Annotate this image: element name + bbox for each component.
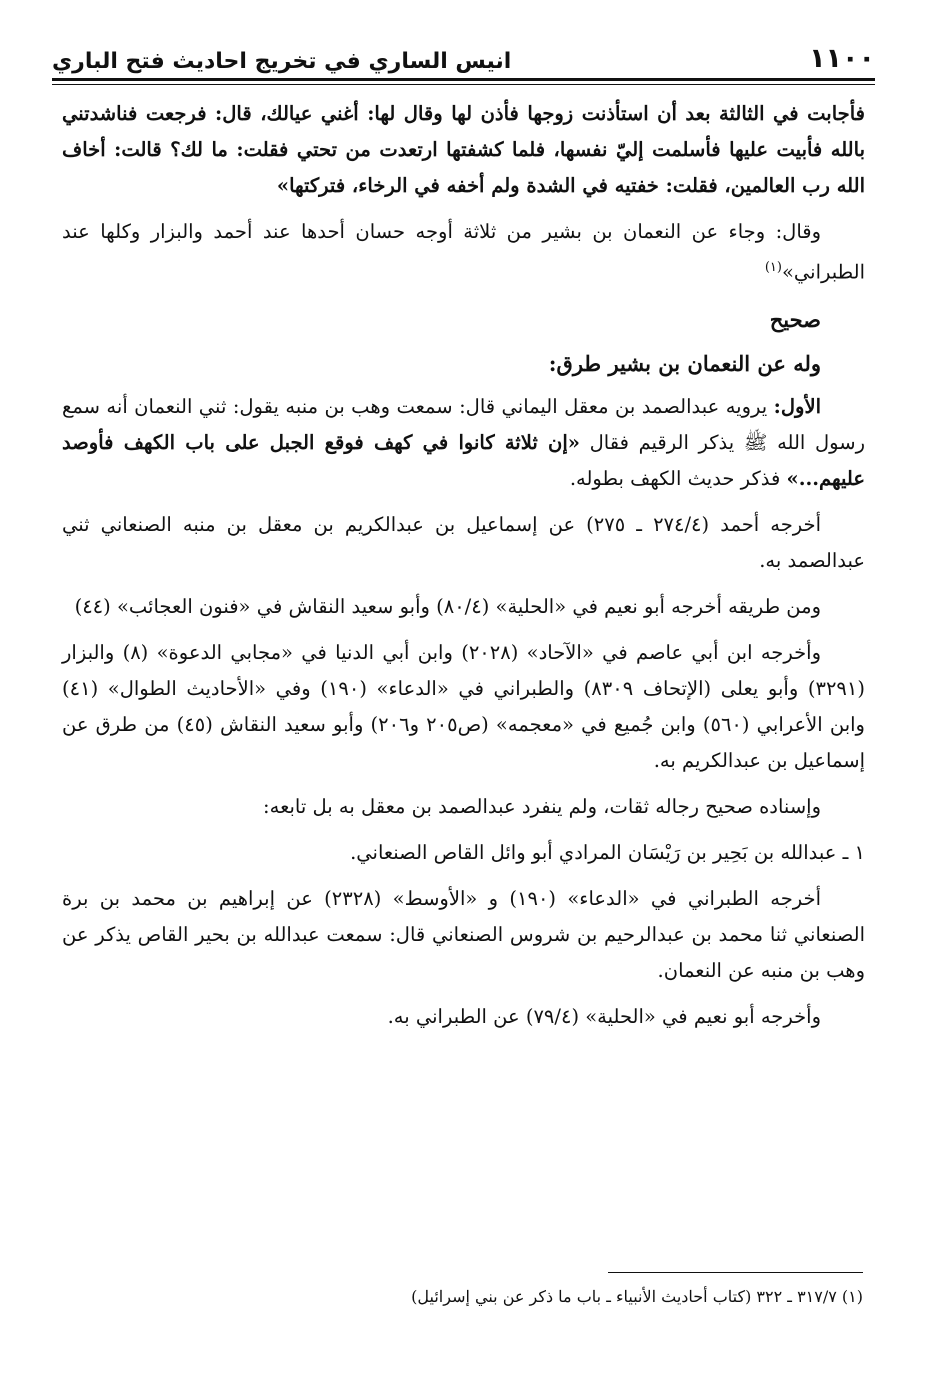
- page-header: [52, 34, 875, 74]
- paragraph-9: أخرجه الطبراني في «الدعاء» (١٩٠) و «الأوسط» (٢٣٢٨) عن إبراهيم بن محمد بن برة الصنعاني ثنا محمد بن عبدالرحيم بن شروس الصنعاني قال: سمعت عبدالله بن بحير القاص يذكر عن وهب بن منبه عن النعمان.: [62, 886, 865, 982]
- header-rule-thin: [52, 84, 875, 85]
- footnote-rule: [608, 1272, 863, 1273]
- heading-sahih: صحيح: [769, 306, 821, 332]
- paragraph-3-quote: «إن ثلاثة كانوا في كهف فوقع الجبل على باب الكهف فأوصد عليهم...»: [62, 430, 865, 490]
- footnote-reference: (١): [764, 260, 782, 275]
- paragraph-7: وإسناده صحيح رجاله ثقات، ولم ينفرد عبدالصمد بن معقل به بل تابعه:: [263, 794, 821, 818]
- paragraph-2: [62, 214, 865, 291]
- heading-turuq: وله عن النعمان بن بشير طرق:: [548, 350, 821, 376]
- header-rule-thick: [52, 78, 875, 81]
- paragraph-3-end: فذكر حديث الكهف بطوله.: [569, 466, 781, 490]
- paragraph-8: ١ ـ عبدالله بن بَحِير بن رَيْسَان المرادي أبو وائل القاص الصنعاني.: [350, 840, 865, 864]
- paragraph-5: ومن طريقه أخرجه أبو نعيم في «الحلية» (٨٠/٤) وأبو سعيد النقاش في «فنون العجائب» (٤٤): [74, 594, 821, 618]
- paragraph-3-label: الأول:: [773, 394, 821, 418]
- page-body: [62, 96, 865, 1045]
- paragraph-10: وأخرجه أبو نعيم في «الحلية» (٧٩/٤) عن الطبراني به.: [387, 1004, 821, 1028]
- running-title: انيس الساري في تخريج احاديث فتح الباري: [52, 49, 512, 74]
- paragraph-1: فأجابت في الثالثة بعد أن استأذنت زوجها فأذن لها وقال لها: أغني عيالك، قال: فرجعت فناشدتني بالله فأبيت عليها فأسلمت إليّ نفسها، فلما كشفتها ارتعدت من تحتي فقلت: ما لك؟ قالت: أخاف الله رب العالمين، فقلت: خفتيه في الشدة ولم أخفه في الرخاء، فتركتها»: [62, 102, 865, 197]
- paragraph-3: [62, 389, 865, 497]
- page-number: ١١٠٠: [809, 43, 875, 74]
- paragraph-4: أخرجه أحمد (٢٧٤/٤ ـ ٢٧٥) عن إسماعيل بن عبدالكريم بن معقل بن منبه الصنعاني ثني عبدالصمد به.: [62, 512, 865, 572]
- footnote: (١) ٣١٧/٧ ـ ٣٢٢ (كتاب أحاديث الأنبياء ـ باب ما ذكر عن بني إسرائيل): [411, 1287, 863, 1306]
- paragraph-2-text: وقال: وجاء عن النعمان بن بشير من ثلاثة أوجه حسان أحدها عند أحمد والبزار وكلها عند الطبراني»: [62, 220, 865, 284]
- paragraph-3-text: يرويه عبدالصمد بن معقل اليماني قال: سمعت وهب بن منبه يقول: ثني النعمان أنه سمع رسول الله ﷺ يذكر الرقيم فقال: [62, 394, 865, 454]
- paragraph-6: وأخرجه ابن أبي عاصم في «الآحاد» (٢٠٢٨) وابن أبي الدنيا في «مجابي الدعوة» (٨) والبزار (٣٢٩١) وأبو يعلى (الإتحاف ٨٣٠٩) والطبراني في «الدعاء» (١٩٠) وفي «الأحاديث الطوال» (٤١) وابن الأعرابي (٥٦٠) وابن جُميع في «معجمه» (ص٢٠٥ و٢٠٦) وأبو سعيد النقاش (٤٥) من طرق عن إسماعيل بن عبدالكريم به.: [62, 640, 865, 772]
